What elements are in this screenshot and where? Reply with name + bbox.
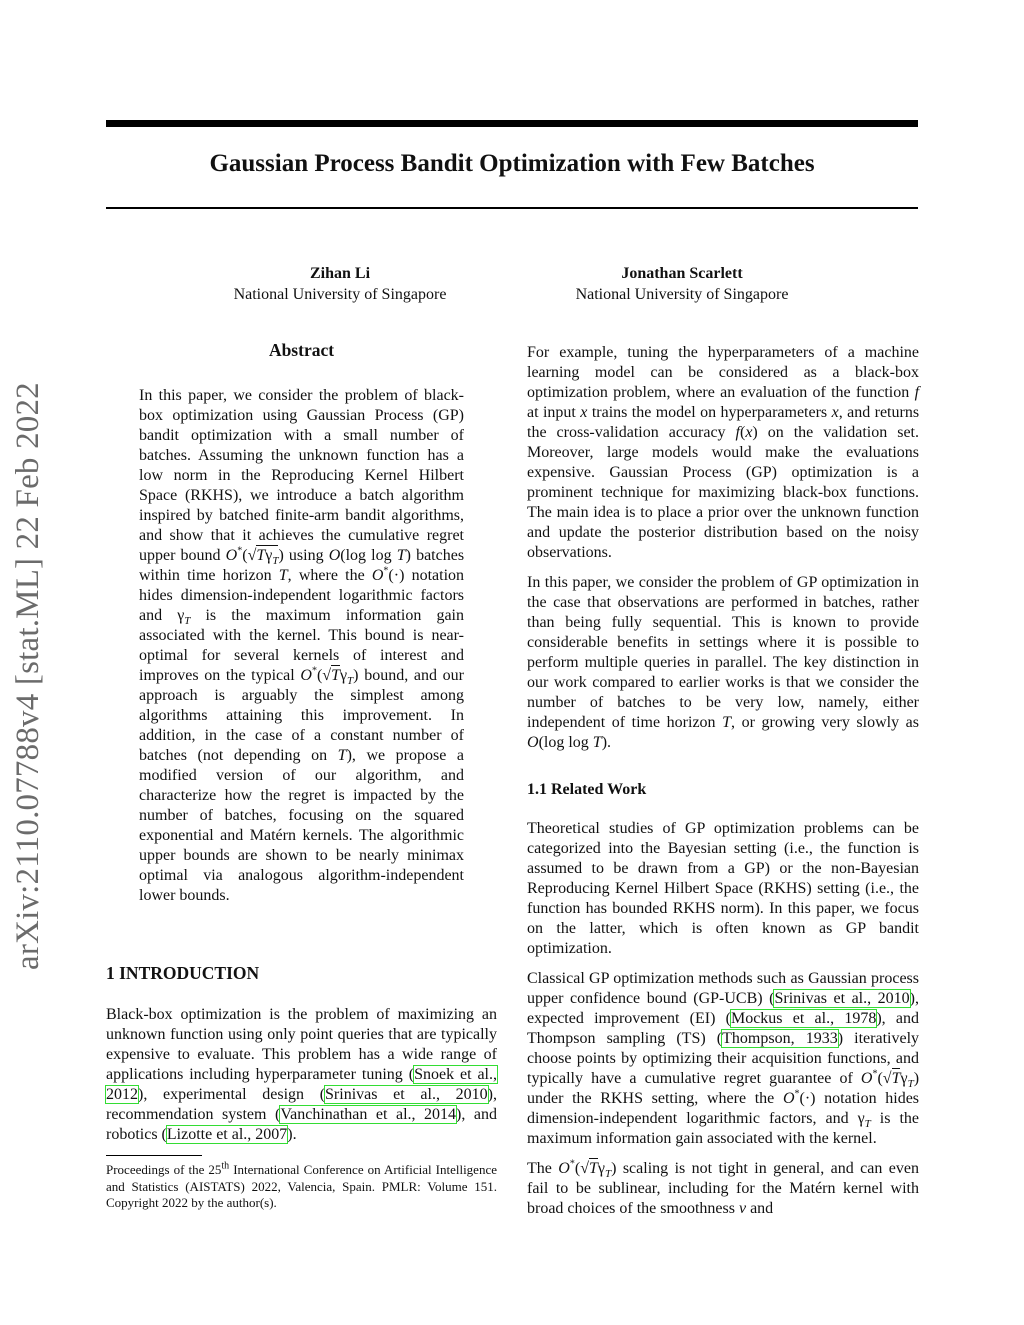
footnote: Proceedings of the 25th International Conference on Artificial Intelligence and Statistics (AISTATS) 2022, Valencia, Spain. PMLR: Volume 151. Copyright 2022 by the author(s). <box>106 1160 497 1210</box>
citation-link[interactable]: Lizotte et al., 2007 <box>166 1126 288 1143</box>
author-2 <box>532 263 832 305</box>
author-affiliation: National University of Singapore <box>575 286 789 303</box>
section-heading-introduction: 1 INTRODUCTION <box>106 963 260 983</box>
arxiv-identifier: arXiv:2110.07788v4 [stat.ML] 22 Feb 2022 <box>10 382 46 970</box>
introduction-body: Black-box optimization is the problem of maximizing an unknown function using only point queries that are typically expensive to evaluate. This problem has a wide range of applications including hyperparameter tuning (Snoek et al., 2012), experimental design (Srinivas et al., 2010), recommendation system (Vanchinathan et al., 2014), and robotics (Lizotte et al., 2007). <box>106 1006 498 1143</box>
subsection-heading-related-work: 1.1 Related Work <box>527 781 647 798</box>
author-affiliation: National University of Singapore <box>233 286 447 303</box>
citation-link[interactable]: Thompson, 1933 <box>722 1030 838 1047</box>
citation-link[interactable]: Srinivas et al., 2010 <box>774 990 910 1007</box>
citation-link[interactable]: Srinivas et al., 2010 <box>325 1086 488 1103</box>
right-column-body <box>527 343 919 763</box>
paragraph: For example, tuning the hyperparameters of a machine learning model can be considered as a black-box optimization problem, where an evaluation of the function f at input x trains the model on hyperparameters x, and returns the cross-validation accuracy f(x) on the validation set. Moreover, large models would make the evaluations expensive. Gaussian Process (GP) optimization is a prominent technique for maximizing black-box functions. The main idea is to place a prior over the unknown function and update the posterior distribution based on the noisy observations. <box>527 344 920 561</box>
top-rule <box>106 120 918 127</box>
paragraph: The $O^*(√T\gamma_T)$ scaling is not tight in general, and can even fail to be sublinear, including for the Matérn kernel with broad choices of the smoothness ν and <box>527 1158 919 1217</box>
citation-link[interactable]: Snoek et al., 2012 <box>106 1066 498 1103</box>
citation-link[interactable]: Mockus et al., 1978 <box>730 1010 877 1027</box>
title-rule <box>106 207 918 209</box>
abstract-body: In this paper, we consider the problem of black-box optimization using Gaussian Process (GP) bandit optimization with a small number of batches. Assuming the unknown function has a low norm in the Reproducing Kernel Hilbert Space (RKHS), we introduce a batch algorithm inspired by batched finite-arm bandit algorithms, and show that it achieves the cumulative regret upper bound $O^*(√T\gamma_T)$ using O(log log T) batches within time horizon T, where the O*(·) notation hides dimension-independent logarithmic factors and $\gamma_T$ is the maximum information gain associated with the kernel. This bound is near-optimal for several kernels of interest and improves on the typical $O^*(√T\gamma_T)$ bound, and our approach is arguably the simplest among algorithms attaining this improvement. In addition, in the case of a constant number of batches (not depending on T), we propose a modified version of our algorithm, and characterize how the regret is impacted by the number of batches, focusing on the squared exponential and Matérn kernels. The algorithmic upper bounds are shown to be nearly minimax optimal via analogous algorithm-independent lower bounds. <box>139 387 465 904</box>
author-1 <box>190 263 490 305</box>
author-name: Jonathan Scarlett <box>621 265 743 282</box>
author-name: Zihan Li <box>309 265 371 282</box>
paper-title: Gaussian Process Bandit Optimization with Few Batches <box>209 150 815 177</box>
abstract-heading: Abstract <box>268 340 335 360</box>
paragraph: In this paper, we consider the problem of GP optimization in the case that observations are performed in batches, rather than being fully sequential. This is known to provide considerable benefits in settings where it is possible to perform multiple queries in parallel. The key distinction in our work compared to earlier works is that we consider the number of batches to be very low, namely, either independent of time horizon T, or growing very slowly as O(log log T). <box>527 574 919 751</box>
paragraph: Theoretical studies of GP optimization problems can be categorized into the Bayesian setting (i.e., the function is assumed to be drawn from a GP) or the non-Bayesian Reproducing Kernel Hilbert Space (RKHS) setting (i.e., the function has bounded RKHS norm). In this paper, we focus on the latter, which is often known as GP bandit optimization. <box>527 820 919 957</box>
related-work-body <box>527 819 919 1229</box>
footnote-rule <box>106 1155 202 1156</box>
paragraph: Classical GP optimization methods such as Gaussian process upper confidence bound (GP-UCB) (Srinivas et al., 2010), expected improvement (EI) (Mockus et al., 1978), and Thompson sampling (TS) (Thompson, 1933) iteratively choose points by optimizing their acquisition functions, and typically have a cumulative regret guarantee of $O^*(√T\gamma_T)$ under the RKHS setting, where the O*(·) notation hides dimension-independent logarithmic factors, and $\gamma_T$ is the maximum information gain associated with the kernel. <box>527 970 920 1147</box>
citation-link[interactable]: Vanchinathan et al., 2014 <box>280 1106 457 1123</box>
